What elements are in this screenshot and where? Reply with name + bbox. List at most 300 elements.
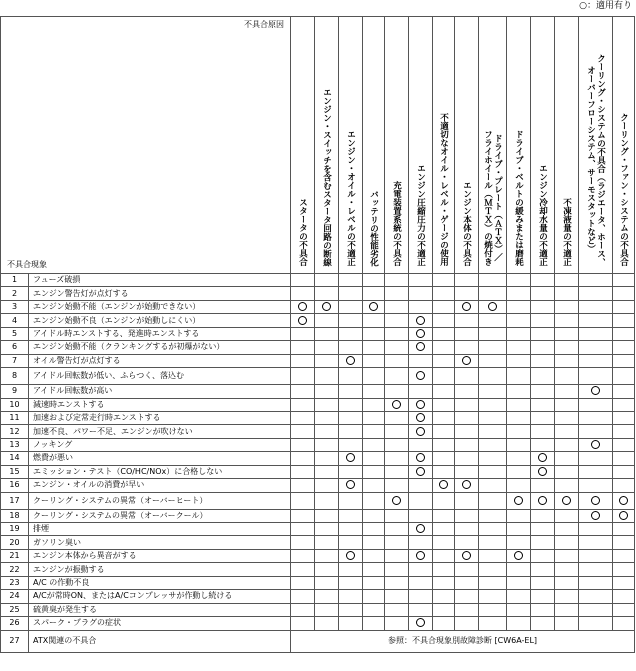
matrix-cell	[531, 438, 555, 451]
matrix-cell	[433, 590, 455, 603]
matrix-cell	[555, 411, 579, 424]
matrix-cell	[579, 385, 613, 398]
matrix-cell	[363, 287, 385, 300]
applicable-circle-icon	[416, 342, 425, 351]
matrix-cell	[339, 576, 363, 589]
matrix-cell	[409, 576, 433, 589]
table-row	[1, 385, 635, 398]
symptom-cell: アイドル時エンストする、発進時エンストする	[29, 327, 291, 340]
matrix-cell	[433, 314, 455, 327]
row-number: 22	[1, 563, 29, 576]
matrix-cell	[531, 354, 555, 367]
symptom-cell: クーリング・システムの異常（オーバークール）	[29, 509, 291, 522]
matrix-cell	[613, 576, 635, 589]
matrix-cell	[455, 274, 479, 287]
matrix-cell	[433, 617, 455, 630]
row-number: 15	[1, 465, 29, 478]
column-header	[363, 17, 385, 274]
matrix-cell	[507, 617, 531, 630]
matrix-cell	[579, 287, 613, 300]
matrix-cell	[531, 452, 555, 465]
matrix-cell	[409, 452, 433, 465]
column-header-label: ドライブ・プレート（ＡＴＸ）／ フライホイール（ＭＴＸ）の焼付き	[482, 130, 503, 266]
matrix-cell	[613, 327, 635, 340]
matrix-cell	[409, 509, 433, 522]
matrix-cell	[531, 368, 555, 385]
matrix-cell	[363, 523, 385, 536]
matrix-cell	[385, 411, 409, 424]
matrix-cell	[479, 385, 507, 398]
matrix-cell	[479, 590, 507, 603]
matrix-cell	[339, 327, 363, 340]
matrix-cell	[409, 368, 433, 385]
matrix-cell	[507, 368, 531, 385]
matrix-cell	[339, 603, 363, 616]
matrix-cell	[507, 479, 531, 492]
matrix-cell	[291, 398, 315, 411]
matrix-cell	[409, 398, 433, 411]
matrix-cell	[385, 536, 409, 549]
row-number: 17	[1, 492, 29, 509]
table-row	[1, 411, 635, 424]
matrix-cell	[291, 523, 315, 536]
symptom-cell: エンジン始動不能（クランキングするが初爆がない）	[29, 341, 291, 354]
matrix-cell	[455, 438, 479, 451]
matrix-cell	[385, 509, 409, 522]
matrix-cell	[315, 452, 339, 465]
matrix-cell	[613, 549, 635, 562]
matrix-cell	[339, 465, 363, 478]
matrix-cell	[433, 563, 455, 576]
matrix-cell	[291, 492, 315, 509]
matrix-cell	[315, 536, 339, 549]
column-header-label: ドライブ・ベルトの緩みまたは磨耗	[513, 130, 524, 266]
table-row	[1, 603, 635, 616]
column-header	[507, 17, 531, 274]
matrix-cell	[339, 509, 363, 522]
applicable-circle-icon	[514, 551, 523, 560]
matrix-cell	[531, 576, 555, 589]
matrix-cell	[531, 287, 555, 300]
applicable-circle-icon	[538, 453, 547, 462]
matrix-cell	[339, 354, 363, 367]
matrix-cell	[315, 327, 339, 340]
matrix-cell	[613, 603, 635, 616]
row-number: 24	[1, 590, 29, 603]
table-row	[1, 576, 635, 589]
matrix-cell	[479, 452, 507, 465]
matrix-cell	[507, 563, 531, 576]
matrix-cell	[433, 536, 455, 549]
symptom-cell: ノッキング	[29, 438, 291, 451]
column-header	[409, 17, 433, 274]
applicable-circle-icon	[346, 356, 355, 365]
matrix-cell	[613, 274, 635, 287]
matrix-cell	[531, 617, 555, 630]
matrix-cell	[363, 341, 385, 354]
table-row	[1, 536, 635, 549]
column-header	[385, 17, 409, 274]
matrix-cell	[433, 385, 455, 398]
matrix-cell	[315, 549, 339, 562]
header-row	[1, 17, 635, 274]
matrix-cell	[385, 314, 409, 327]
matrix-cell	[555, 274, 579, 287]
matrix-cell	[531, 523, 555, 536]
matrix-cell	[409, 287, 433, 300]
matrix-cell	[291, 479, 315, 492]
symptom-cell: 硫黄臭が発生する	[29, 603, 291, 616]
matrix-cell	[315, 576, 339, 589]
symptom-cell: 加速不良、パワー不足、エンジンが吹けない	[29, 425, 291, 438]
symptom-cell: エンジン本体から異音がする	[29, 549, 291, 562]
matrix-cell	[507, 314, 531, 327]
matrix-cell	[555, 590, 579, 603]
applicable-circle-icon	[416, 551, 425, 560]
matrix-cell	[531, 536, 555, 549]
applicable-circle-icon	[416, 371, 425, 380]
matrix-cell	[363, 563, 385, 576]
applicable-circle-icon	[392, 496, 401, 505]
applicable-circle-icon	[346, 551, 355, 560]
matrix-cell	[385, 492, 409, 509]
matrix-cell	[531, 509, 555, 522]
symptom-cell: エンジン・オイルの消費が早い	[29, 479, 291, 492]
matrix-cell	[315, 274, 339, 287]
applicable-circle-icon	[538, 496, 547, 505]
applicable-circle-icon	[462, 551, 471, 560]
matrix-cell	[339, 341, 363, 354]
column-header	[291, 17, 315, 274]
table-row	[1, 630, 635, 652]
matrix-cell	[291, 314, 315, 327]
symptom-cell: ATX関連の不具合	[29, 630, 291, 652]
row-number: 19	[1, 523, 29, 536]
matrix-cell	[315, 411, 339, 424]
matrix-cell	[315, 341, 339, 354]
column-header	[339, 17, 363, 274]
matrix-cell	[291, 274, 315, 287]
matrix-cell	[479, 479, 507, 492]
row-number: 11	[1, 411, 29, 424]
row-number: 25	[1, 603, 29, 616]
reference-note: 参照：不具合現象別故障診断 [CW6A-EL]	[291, 630, 635, 652]
matrix-cell	[613, 411, 635, 424]
applicable-circle-icon	[416, 413, 425, 422]
table-row	[1, 509, 635, 522]
matrix-cell	[409, 536, 433, 549]
matrix-cell	[455, 479, 479, 492]
matrix-cell	[479, 300, 507, 313]
applicable-circle-icon	[416, 453, 425, 462]
matrix-cell	[315, 354, 339, 367]
matrix-cell	[455, 385, 479, 398]
matrix-cell	[385, 452, 409, 465]
matrix-cell	[339, 549, 363, 562]
matrix-cell	[455, 354, 479, 367]
matrix-cell	[385, 438, 409, 451]
matrix-cell	[479, 411, 507, 424]
symptom-cell: アイドル回転数が低い、ふらつく、落込む	[29, 368, 291, 385]
row-number: 2	[1, 287, 29, 300]
matrix-cell	[291, 385, 315, 398]
matrix-cell	[613, 479, 635, 492]
matrix-cell	[507, 603, 531, 616]
matrix-cell	[579, 479, 613, 492]
matrix-cell	[507, 549, 531, 562]
matrix-cell	[433, 576, 455, 589]
symptom-cell: エンジン始動不能（エンジンが始動できない）	[29, 300, 291, 313]
matrix-cell	[479, 509, 507, 522]
matrix-cell	[291, 509, 315, 522]
matrix-cell	[507, 452, 531, 465]
matrix-cell	[531, 479, 555, 492]
matrix-cell	[385, 479, 409, 492]
column-header-label: クーリング・ファン・システムの不具合	[618, 113, 629, 266]
column-header	[433, 17, 455, 274]
matrix-cell	[531, 603, 555, 616]
symptom-cell: アイドル回転数が高い	[29, 385, 291, 398]
applicable-circle-icon	[619, 511, 628, 520]
matrix-cell	[433, 549, 455, 562]
matrix-cell	[555, 479, 579, 492]
header-corner	[1, 17, 291, 274]
matrix-cell	[409, 300, 433, 313]
matrix-cell	[291, 287, 315, 300]
matrix-cell	[291, 411, 315, 424]
matrix-cell	[385, 465, 409, 478]
applicable-circle-icon	[619, 496, 628, 505]
matrix-cell	[339, 287, 363, 300]
matrix-cell	[531, 327, 555, 340]
matrix-cell	[579, 492, 613, 509]
matrix-cell	[507, 465, 531, 478]
matrix-cell	[433, 452, 455, 465]
matrix-cell	[455, 368, 479, 385]
matrix-cell	[291, 536, 315, 549]
symptom-cell: クーリング・システムの異常（オーバーヒート）	[29, 492, 291, 509]
table-row	[1, 549, 635, 562]
table-row	[1, 465, 635, 478]
matrix-cell	[409, 327, 433, 340]
matrix-cell	[555, 523, 579, 536]
matrix-cell	[613, 563, 635, 576]
matrix-cell	[579, 300, 613, 313]
matrix-cell	[315, 438, 339, 451]
matrix-cell	[385, 354, 409, 367]
symptom-cell: 燃費が悪い	[29, 452, 291, 465]
applicable-circle-icon	[392, 400, 401, 409]
matrix-cell	[455, 576, 479, 589]
row-number: 3	[1, 300, 29, 313]
row-number: 21	[1, 549, 29, 562]
matrix-cell	[385, 590, 409, 603]
matrix-cell	[433, 341, 455, 354]
matrix-cell	[507, 354, 531, 367]
matrix-cell	[531, 300, 555, 313]
matrix-cell	[455, 398, 479, 411]
matrix-cell	[479, 274, 507, 287]
matrix-cell	[363, 549, 385, 562]
symptom-cell: フューズ破損	[29, 274, 291, 287]
matrix-cell	[555, 563, 579, 576]
matrix-cell	[455, 603, 479, 616]
matrix-cell	[409, 603, 433, 616]
row-number: 23	[1, 576, 29, 589]
matrix-cell	[433, 523, 455, 536]
matrix-cell	[579, 576, 613, 589]
matrix-cell	[363, 274, 385, 287]
matrix-cell	[363, 300, 385, 313]
matrix-cell	[385, 385, 409, 398]
matrix-cell	[409, 274, 433, 287]
matrix-cell	[479, 492, 507, 509]
matrix-cell	[531, 549, 555, 562]
matrix-cell	[579, 327, 613, 340]
column-header	[613, 17, 635, 274]
matrix-cell	[507, 300, 531, 313]
matrix-cell	[479, 465, 507, 478]
matrix-cell	[507, 492, 531, 509]
matrix-cell	[339, 563, 363, 576]
table-row	[1, 274, 635, 287]
matrix-cell	[455, 492, 479, 509]
matrix-cell	[531, 398, 555, 411]
matrix-cell	[479, 536, 507, 549]
matrix-cell	[555, 425, 579, 438]
matrix-cell	[455, 465, 479, 478]
applicable-circle-icon	[439, 480, 448, 489]
matrix-cell	[315, 465, 339, 478]
matrix-cell	[291, 465, 315, 478]
matrix-cell	[433, 438, 455, 451]
matrix-cell	[479, 398, 507, 411]
column-header-label: クーリング・システムの不具合（ラジエータ、ホース、 オーバーフローシステム、サーモスタットなど）	[585, 53, 606, 266]
matrix-cell	[363, 603, 385, 616]
matrix-cell	[579, 536, 613, 549]
matrix-cell	[455, 549, 479, 562]
row-number: 8	[1, 368, 29, 385]
matrix-cell	[613, 300, 635, 313]
matrix-cell	[291, 603, 315, 616]
matrix-cell	[455, 287, 479, 300]
applicable-circle-icon	[562, 496, 571, 505]
matrix-cell	[339, 425, 363, 438]
matrix-cell	[507, 536, 531, 549]
matrix-cell	[555, 368, 579, 385]
table-row	[1, 300, 635, 313]
column-header-label: 不凍液量の不適正	[561, 198, 572, 266]
matrix-cell	[455, 617, 479, 630]
matrix-cell	[385, 327, 409, 340]
matrix-cell	[579, 354, 613, 367]
column-header	[531, 17, 555, 274]
table-row	[1, 452, 635, 465]
applicable-circle-icon	[298, 316, 307, 325]
matrix-cell	[555, 314, 579, 327]
matrix-cell	[409, 549, 433, 562]
matrix-cell	[555, 603, 579, 616]
matrix-cell	[531, 411, 555, 424]
matrix-cell	[385, 576, 409, 589]
matrix-cell	[507, 576, 531, 589]
table-row	[1, 327, 635, 340]
matrix-cell	[409, 617, 433, 630]
row-number: 27	[1, 630, 29, 652]
matrix-cell	[433, 509, 455, 522]
row-number: 1	[1, 274, 29, 287]
table-row	[1, 368, 635, 385]
applicable-circle-icon	[462, 480, 471, 489]
symptom-cell: 加速および定常走行時エンストする	[29, 411, 291, 424]
matrix-cell	[433, 411, 455, 424]
table-row	[1, 287, 635, 300]
column-header	[555, 17, 579, 274]
matrix-cell	[479, 368, 507, 385]
matrix-cell	[291, 576, 315, 589]
matrix-cell	[579, 341, 613, 354]
matrix-cell	[363, 354, 385, 367]
matrix-cell	[479, 341, 507, 354]
matrix-cell	[455, 536, 479, 549]
symptom-cell: A/Cが常時ON、またはA/Cコンプレッサが作動し続ける	[29, 590, 291, 603]
symptom-cell: エンジン警告灯が点灯する	[29, 287, 291, 300]
matrix-cell	[555, 300, 579, 313]
matrix-cell	[385, 398, 409, 411]
applicable-circle-icon	[514, 496, 523, 505]
matrix-cell	[339, 590, 363, 603]
matrix-cell	[579, 590, 613, 603]
matrix-cell	[479, 576, 507, 589]
matrix-cell	[579, 523, 613, 536]
matrix-cell	[555, 438, 579, 451]
matrix-cell	[433, 465, 455, 478]
matrix-cell	[385, 563, 409, 576]
table-row	[1, 341, 635, 354]
symptom-cell: ガソリン臭い	[29, 536, 291, 549]
applicable-circle-icon	[416, 524, 425, 533]
row-number: 26	[1, 617, 29, 630]
applicable-circle-icon	[416, 329, 425, 338]
matrix-cell	[455, 590, 479, 603]
matrix-cell	[315, 523, 339, 536]
matrix-cell	[291, 341, 315, 354]
matrix-cell	[409, 492, 433, 509]
row-number: 6	[1, 341, 29, 354]
row-number: 13	[1, 438, 29, 451]
matrix-cell	[315, 287, 339, 300]
applicable-circle-icon	[322, 302, 331, 311]
matrix-cell	[613, 509, 635, 522]
row-number: 14	[1, 452, 29, 465]
row-number: 5	[1, 327, 29, 340]
matrix-cell	[363, 438, 385, 451]
matrix-cell	[507, 385, 531, 398]
column-header-label: エンジン圧縮圧力の不適正	[415, 164, 426, 266]
matrix-cell	[579, 563, 613, 576]
column-header	[479, 17, 507, 274]
matrix-cell	[409, 563, 433, 576]
matrix-cell	[363, 411, 385, 424]
column-header-label: スタータの不具合	[297, 198, 308, 266]
matrix-cell	[507, 287, 531, 300]
matrix-cell	[507, 398, 531, 411]
matrix-cell	[613, 590, 635, 603]
matrix-cell	[363, 617, 385, 630]
applicable-circle-icon	[416, 316, 425, 325]
row-number: 16	[1, 479, 29, 492]
symptom-cell: スパーク・プラグの症状	[29, 617, 291, 630]
